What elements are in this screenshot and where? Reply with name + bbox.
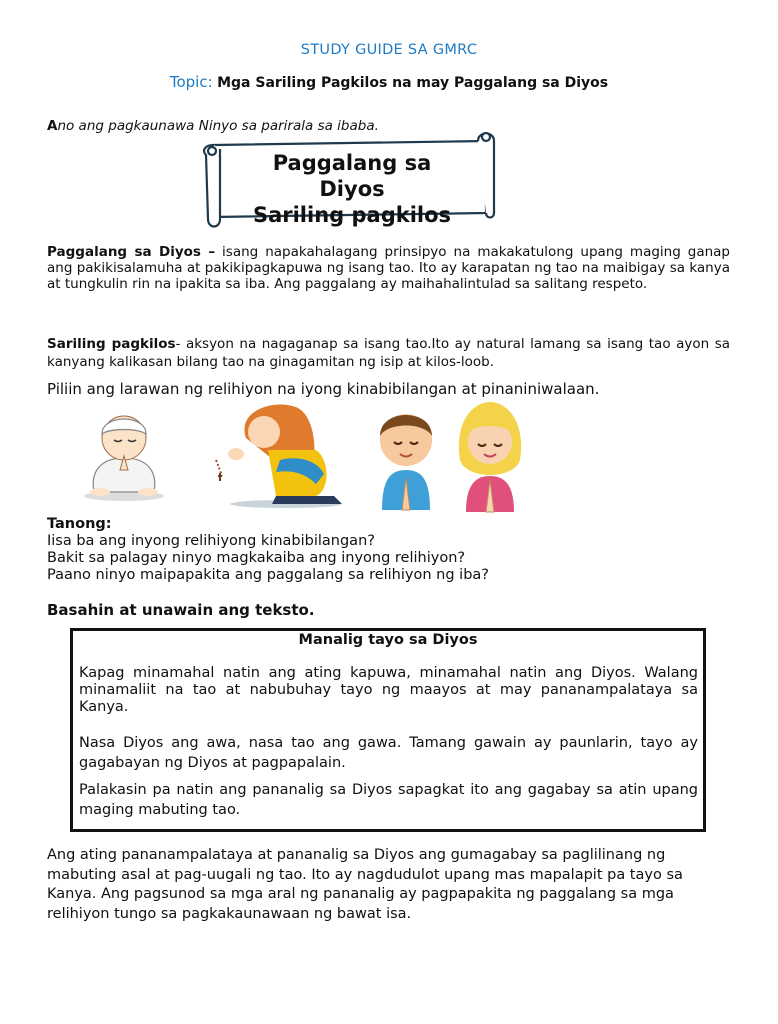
definition-text-1: isang napakahalagang prinsipyo na makakatulong upang maging ganap ang pakikisalamuha at pakikipagkapuwa ng isang tao. Ito ay karapatan ng tao na maibigay sa kanya at tungkulin rin na ipakita sa iba. Ang paggalang ay maihahalintulad sa salitang respeto. bbox=[47, 244, 730, 292]
reading-paragraph-3: Palakasin pa natin ang pananalig sa Diyos sapagkat ito ang gagabay sa atin upang maging mabuting tao. bbox=[79, 782, 698, 818]
instruction-text: Piliin ang larawan ng relihiyon na iyong kinabibilangan at pinaniniwalaan. bbox=[47, 380, 600, 398]
definition-term-2: Sariling pagkilos bbox=[47, 336, 176, 352]
praying-muslim-child-icon bbox=[72, 400, 182, 504]
closing-paragraph: Ang ating pananampalataya at pananalig sa Diyos ang gumagabay sa paglilinang ng mabuting asal at pag-uugali ng tao. Ito ay nagdudulot upang mas mapalapit pa tayo sa Kanya. Ang pagsunod sa mga aral ng pananalig ay pagpapakita ng paggalang sa mga relihiyon tungo sa pagkakaunawaan ng bawat isa. bbox=[47, 847, 683, 922]
tanong-question-1: Iisa ba ang inyong relihiyong kinabibilangan? bbox=[47, 533, 375, 549]
topic-line bbox=[0, 73, 778, 91]
tanong-section bbox=[47, 516, 489, 584]
scroll-line-1: Paggalang sa bbox=[272, 151, 432, 175]
praying-boy-icon bbox=[374, 400, 438, 512]
definition-text-2: - aksyon na nagaganap sa isang tao.Ito ay natural lamang sa isang tao ayon sa kanyang kalikasan bilang tao na ginagamitan ng isip at kilos-loob. bbox=[47, 336, 731, 370]
praying-girl-icon bbox=[454, 400, 526, 514]
tanong-question-2: Bakit sa palagay ninyo magkakaiba ang inyong relihiyon? bbox=[47, 550, 466, 566]
topic-text: Mga Sariling Pagkilos na may Paggalang sa Diyos bbox=[217, 75, 609, 91]
intro-question-text: no ang pagkaunawa Ninyo sa parirala sa ibaba. bbox=[57, 118, 379, 134]
reading-paragraph-2: Nasa Diyos ang awa, nasa tao ang gawa. Tamang gawain ay paunlarin, tayo ay gagabayan ng Diyos at pagpapalain. bbox=[79, 735, 698, 771]
tanong-heading: Tanong: bbox=[47, 516, 112, 532]
definition-sariling-pagkilos bbox=[47, 335, 730, 371]
reading-box-title: Manalig tayo sa Diyos bbox=[298, 632, 478, 648]
scroll-text bbox=[218, 150, 486, 227]
definition-term-1: Paggalang sa Diyos – bbox=[47, 244, 216, 260]
scroll-line-2: Diyos bbox=[319, 177, 385, 201]
topic-label: Topic: bbox=[169, 73, 213, 91]
reading-paragraph-1: Kapag minamahal natin ang ating kapuwa, minamahal natin ang Diyos. Walang minamaliit na tao at nabubuhay tayo ng maayos at may pananampalataya sa Kanya. bbox=[79, 665, 698, 715]
page-title: STUDY GUIDE SA GMRC bbox=[300, 42, 478, 58]
scroll-line-3: Sariling pagkilos bbox=[252, 203, 452, 227]
intro-first-letter: A bbox=[47, 118, 58, 134]
reading-heading: Basahin at unawain ang teksto. bbox=[47, 601, 315, 619]
definition-paggalang bbox=[47, 244, 730, 292]
rosary-praying-woman-icon bbox=[206, 400, 346, 510]
tanong-question-3: Paano ninyo maipapakita ang paggalang sa relihiyon ng iba? bbox=[47, 567, 489, 583]
